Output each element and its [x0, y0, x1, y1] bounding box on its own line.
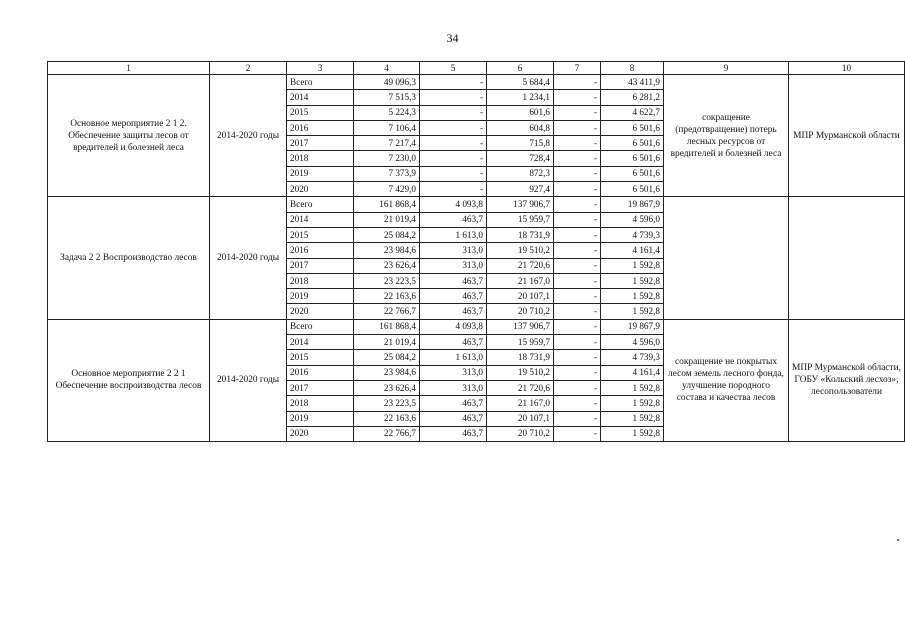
col7-funding-cell: -	[554, 243, 601, 258]
col5-funding-cell: 4 093,8	[420, 319, 487, 334]
col5-funding-cell: 313,0	[420, 243, 487, 258]
header-cell: 9	[664, 62, 789, 75]
col6-funding-cell: 18 731,9	[487, 227, 554, 242]
total-funding-cell: 7 373,9	[354, 166, 420, 181]
col5-funding-cell: 313,0	[420, 380, 487, 395]
total-funding-cell: 7 429,0	[354, 182, 420, 197]
expected-result-cell: сокращение не покрытых лесом земель лесного фонда, улучшение породного состава и качества лесов	[664, 319, 789, 441]
measure-description: Задача 2 2 Воспроизводство лесов	[48, 197, 210, 319]
total-funding-cell: 21 019,4	[354, 212, 420, 227]
col6-funding-cell: 18 731,9	[487, 350, 554, 365]
col7-funding-cell: -	[554, 258, 601, 273]
col7-funding-cell: -	[554, 426, 601, 441]
total-funding-cell: 22 163,6	[354, 411, 420, 426]
total-funding-cell: 7 515,3	[354, 90, 420, 105]
total-funding-cell: 161 868,4	[354, 319, 420, 334]
year-cell: 2019	[287, 166, 354, 181]
col6-funding-cell: 20 710,2	[487, 304, 554, 319]
header-cell: 4	[354, 62, 420, 75]
col5-funding-cell: 463,7	[420, 212, 487, 227]
total-funding-cell: 22 766,7	[354, 426, 420, 441]
col7-funding-cell: -	[554, 151, 601, 166]
total-funding-cell: 23 984,6	[354, 365, 420, 380]
year-cell: 2015	[287, 105, 354, 120]
col8-funding-cell: 6 501,6	[601, 182, 664, 197]
col5-funding-cell: 463,7	[420, 426, 487, 441]
col8-funding-cell: 6 281,2	[601, 90, 664, 105]
col7-funding-cell: -	[554, 365, 601, 380]
col5-funding-cell: 463,7	[420, 335, 487, 350]
col8-funding-cell: 1 592,8	[601, 411, 664, 426]
col5-funding-cell: 1 613,0	[420, 350, 487, 365]
year-cell: 2020	[287, 182, 354, 197]
col5-funding-cell: 463,7	[420, 289, 487, 304]
header-cell: 6	[487, 62, 554, 75]
year-cell: 2016	[287, 365, 354, 380]
col5-funding-cell: -	[420, 105, 487, 120]
total-funding-cell: 22 766,7	[354, 304, 420, 319]
year-cell: Всего	[287, 319, 354, 334]
executor-cell	[789, 197, 905, 319]
col8-funding-cell: 4 596,0	[601, 335, 664, 350]
total-funding-cell: 7 217,4	[354, 136, 420, 151]
col8-funding-cell: 4 622,7	[601, 105, 664, 120]
col5-funding-cell: 463,7	[420, 411, 487, 426]
header-cell: 1	[48, 62, 210, 75]
col6-funding-cell: 927,4	[487, 182, 554, 197]
col5-funding-cell: 463,7	[420, 396, 487, 411]
header-cell: 10	[789, 62, 905, 75]
year-cell: 2020	[287, 426, 354, 441]
col6-funding-cell: 137 906,7	[487, 319, 554, 334]
col8-funding-cell: 6 501,6	[601, 120, 664, 135]
col5-funding-cell: 463,7	[420, 304, 487, 319]
col7-funding-cell: -	[554, 304, 601, 319]
col8-funding-cell: 1 592,8	[601, 380, 664, 395]
year-cell: Всего	[287, 197, 354, 212]
table-row	[48, 75, 905, 90]
col5-funding-cell: 463,7	[420, 273, 487, 288]
col6-funding-cell: 19 510,2	[487, 243, 554, 258]
col8-funding-cell: 1 592,8	[601, 289, 664, 304]
col8-funding-cell: 4 161,4	[601, 365, 664, 380]
header-row	[48, 62, 905, 75]
col8-funding-cell: 1 592,8	[601, 273, 664, 288]
table-row	[48, 319, 905, 334]
col6-funding-cell: 15 959,7	[487, 212, 554, 227]
col7-funding-cell: -	[554, 197, 601, 212]
col8-funding-cell: 1 592,8	[601, 426, 664, 441]
col8-funding-cell: 4 739,3	[601, 227, 664, 242]
col7-funding-cell: -	[554, 396, 601, 411]
col5-funding-cell: 4 093,8	[420, 197, 487, 212]
col7-funding-cell: -	[554, 273, 601, 288]
header-cell: 8	[601, 62, 664, 75]
total-funding-cell: 7 230,0	[354, 151, 420, 166]
year-cell: 2017	[287, 258, 354, 273]
col6-funding-cell: 21 167,0	[487, 396, 554, 411]
col5-funding-cell: 313,0	[420, 365, 487, 380]
year-cell: 2015	[287, 227, 354, 242]
col7-funding-cell: -	[554, 136, 601, 151]
col7-funding-cell: -	[554, 350, 601, 365]
total-funding-cell: 22 163,6	[354, 289, 420, 304]
total-funding-cell: 23 223,5	[354, 273, 420, 288]
col6-funding-cell: 19 510,2	[487, 365, 554, 380]
year-cell: 2019	[287, 289, 354, 304]
total-funding-cell: 23 626,4	[354, 258, 420, 273]
executor-cell: МПР Мурманской области	[789, 75, 905, 197]
col6-funding-cell: 20 107,1	[487, 411, 554, 426]
total-funding-cell: 49 096,3	[354, 75, 420, 90]
measure-description: Основное мероприятие 2 1 2. Обеспечение защиты лесов от вредителей и болезней леса	[48, 75, 210, 197]
year-cell: 2020	[287, 304, 354, 319]
program-table	[47, 61, 905, 442]
col6-funding-cell: 20 710,2	[487, 426, 554, 441]
year-cell: 2014	[287, 212, 354, 227]
year-cell: 2016	[287, 243, 354, 258]
col6-funding-cell: 21 167,0	[487, 273, 554, 288]
header-cell: 7	[554, 62, 601, 75]
period-cell: 2014-2020 годы	[210, 75, 287, 197]
measure-description: Основное мероприятие 2 2 1 Обеспечение воспроизводства лесов	[48, 319, 210, 441]
col6-funding-cell: 604,8	[487, 120, 554, 135]
col7-funding-cell: -	[554, 319, 601, 334]
period-cell: 2014-2020 годы	[210, 197, 287, 319]
col8-funding-cell: 4 596,0	[601, 212, 664, 227]
table-row	[48, 197, 905, 212]
col7-funding-cell: -	[554, 227, 601, 242]
col8-funding-cell: 19 867,9	[601, 197, 664, 212]
col6-funding-cell: 20 107,1	[487, 289, 554, 304]
col8-funding-cell: 1 592,8	[601, 396, 664, 411]
page-number: 34	[446, 31, 459, 45]
col5-funding-cell: -	[420, 136, 487, 151]
executor-cell: МПР Мурманской области, ГОБУ «Кольский лесхоз», лесопользователи	[789, 319, 905, 441]
col6-funding-cell: 21 720,6	[487, 380, 554, 395]
total-funding-cell: 23 626,4	[354, 380, 420, 395]
col5-funding-cell: -	[420, 166, 487, 181]
year-cell: 2017	[287, 136, 354, 151]
total-funding-cell: 23 223,5	[354, 396, 420, 411]
col7-funding-cell: -	[554, 166, 601, 181]
col5-funding-cell: 313,0	[420, 258, 487, 273]
expected-result-cell: сокращение (предотвращение) потерь лесных ресурсов от вредителей и болезней леса	[664, 75, 789, 197]
year-cell: 2019	[287, 411, 354, 426]
col6-funding-cell: 1 234,1	[487, 90, 554, 105]
col8-funding-cell: 1 592,8	[601, 258, 664, 273]
col5-funding-cell: -	[420, 90, 487, 105]
year-cell: 2016	[287, 120, 354, 135]
col7-funding-cell: -	[554, 380, 601, 395]
year-cell: 2018	[287, 273, 354, 288]
year-cell: 2017	[287, 380, 354, 395]
year-cell: 2015	[287, 350, 354, 365]
col7-funding-cell: -	[554, 335, 601, 350]
col5-funding-cell: -	[420, 75, 487, 90]
total-funding-cell: 5 224,3	[354, 105, 420, 120]
year-cell: 2018	[287, 396, 354, 411]
header-cell: 5	[420, 62, 487, 75]
col7-funding-cell: -	[554, 411, 601, 426]
col8-funding-cell: 1 592,8	[601, 304, 664, 319]
total-funding-cell: 21 019,4	[354, 335, 420, 350]
total-funding-cell: 23 984,6	[354, 243, 420, 258]
col6-funding-cell: 5 684,4	[487, 75, 554, 90]
col6-funding-cell: 15 959,7	[487, 335, 554, 350]
col7-funding-cell: -	[554, 289, 601, 304]
col5-funding-cell: -	[420, 120, 487, 135]
year-cell: 2014	[287, 90, 354, 105]
table-body	[48, 62, 905, 442]
col8-funding-cell: 6 501,6	[601, 151, 664, 166]
expected-result-cell	[664, 197, 789, 319]
total-funding-cell: 25 084,2	[354, 350, 420, 365]
col8-funding-cell: 4 161,4	[601, 243, 664, 258]
col8-funding-cell: 4 739,3	[601, 350, 664, 365]
col6-funding-cell: 715,8	[487, 136, 554, 151]
col7-funding-cell: -	[554, 75, 601, 90]
total-funding-cell: 7 106,4	[354, 120, 420, 135]
period-cell: 2014-2020 годы	[210, 319, 287, 441]
col7-funding-cell: -	[554, 90, 601, 105]
year-cell: 2014	[287, 335, 354, 350]
year-cell: 2018	[287, 151, 354, 166]
col8-funding-cell: 43 411,9	[601, 75, 664, 90]
header-cell: 2	[210, 62, 287, 75]
header-cell: 3	[287, 62, 354, 75]
col6-funding-cell: 872,3	[487, 166, 554, 181]
col5-funding-cell: -	[420, 151, 487, 166]
col6-funding-cell: 21 720,6	[487, 258, 554, 273]
col6-funding-cell: 601,6	[487, 105, 554, 120]
col8-funding-cell: 19 867,9	[601, 319, 664, 334]
col5-funding-cell: 1 613,0	[420, 227, 487, 242]
stray-mark	[897, 539, 899, 541]
col8-funding-cell: 6 501,6	[601, 136, 664, 151]
col7-funding-cell: -	[554, 120, 601, 135]
col6-funding-cell: 137 906,7	[487, 197, 554, 212]
col7-funding-cell: -	[554, 182, 601, 197]
total-funding-cell: 25 084,2	[354, 227, 420, 242]
col5-funding-cell: -	[420, 182, 487, 197]
col7-funding-cell: -	[554, 212, 601, 227]
col7-funding-cell: -	[554, 105, 601, 120]
col6-funding-cell: 728,4	[487, 151, 554, 166]
col8-funding-cell: 6 501,6	[601, 166, 664, 181]
year-cell: Всего	[287, 75, 354, 90]
total-funding-cell: 161 868,4	[354, 197, 420, 212]
